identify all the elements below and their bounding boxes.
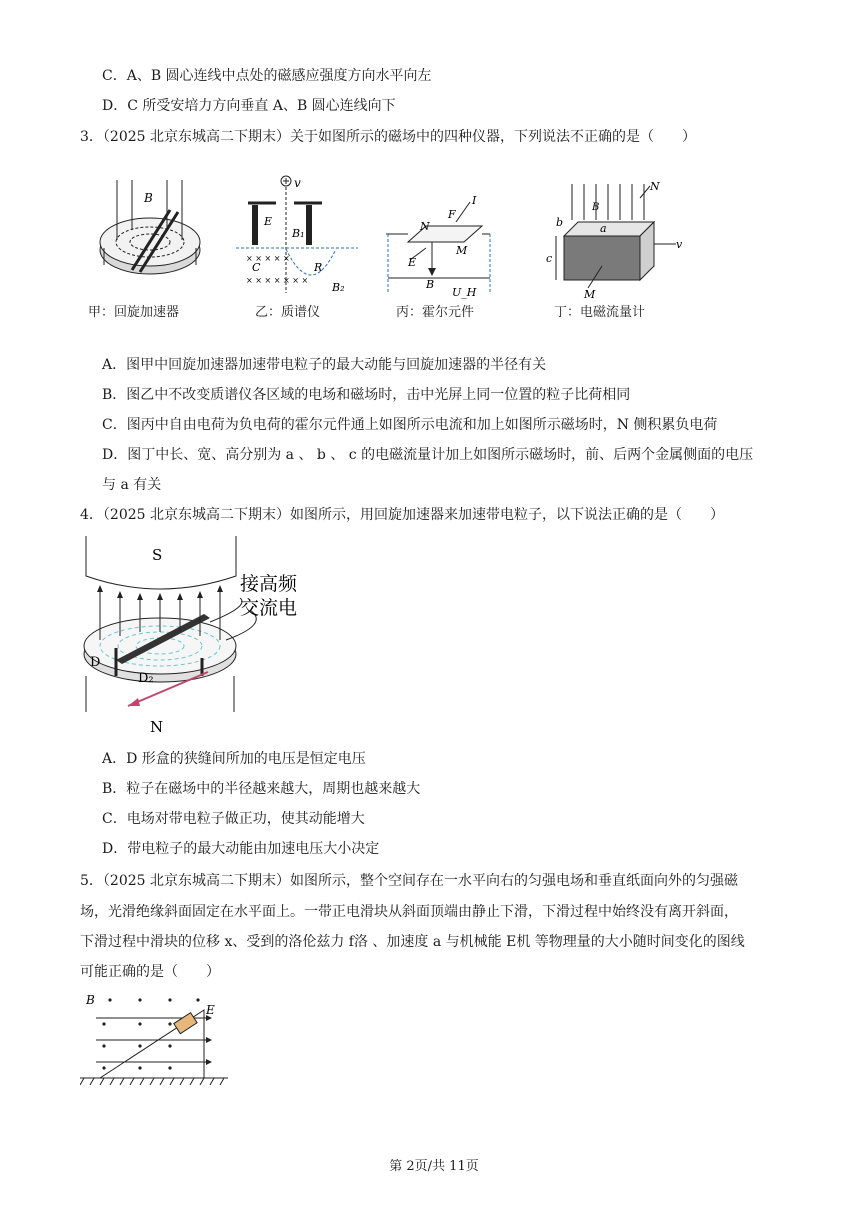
yi-label-v: v bbox=[294, 176, 301, 190]
q2-option-d: D．C 所受安培力方向垂直 A、B 圆心连线向下 bbox=[102, 98, 396, 114]
bing-label-f: F bbox=[448, 208, 456, 221]
q4-option-d: D．带电粒子的最大动能由加速电压大小决定 bbox=[102, 841, 380, 857]
q5-figure-incline bbox=[80, 990, 240, 1090]
q3-figure-yi bbox=[236, 173, 361, 298]
bing-label-e: E bbox=[408, 256, 417, 269]
q2-option-c: C．A、B 圆心连线中点处的磁感应强度方向水平向左 bbox=[102, 68, 432, 84]
q5-stem-line3: 下滑过程中滑块的位移 x、受到的洛伦兹力 f洛 、加速度 a 与机械能 E机 等物理量的大小随时间变化的图线 bbox=[80, 934, 745, 950]
q3-figure-jia bbox=[92, 180, 212, 295]
svg-text:× × × × × × ×: × × × × × × × bbox=[246, 276, 309, 285]
q3-option-b: B．图乙中不改变质谱仪各区域的电场和磁场时，击中光屏上同一位置的粒子比荷相同 bbox=[102, 387, 631, 403]
bing-label-b: B bbox=[426, 278, 435, 291]
caption-ding: 丁：电磁流量计 bbox=[554, 305, 646, 320]
ding-label-a: a bbox=[600, 222, 607, 235]
dee-d2-label: D₂ bbox=[138, 671, 154, 686]
ding-label-b-dim: b bbox=[556, 216, 564, 229]
q5-stem-line1: 5．（2025 北京东城高二下期末）如图所示，整个空间存在一水平向右的匀强电场和垂直纸面向外的匀强磁 bbox=[80, 873, 738, 889]
q4-stem: 4．（2025 北京东城高二下期末）如图所示，用回旋加速器来加速带电粒子，以下说法正确的是（ ） bbox=[80, 507, 724, 523]
pole-n-label: N bbox=[150, 718, 164, 736]
q4-option-c: C．电场对带电粒子做正功，使其动能增大 bbox=[102, 811, 365, 827]
hf-note-line1: 接高频 bbox=[240, 573, 298, 595]
yi-label-b2: B₂ bbox=[332, 281, 345, 294]
svg-text:× × × × ×: × × × × × bbox=[246, 254, 290, 263]
ding-label-m: M bbox=[584, 288, 596, 300]
q3-figure-ding bbox=[536, 180, 686, 300]
page-footer: 第 2页/共 11页 bbox=[389, 1159, 479, 1174]
jia-label-b: B bbox=[144, 191, 153, 205]
yi-label-r: R bbox=[314, 261, 323, 274]
q4-option-a: A．D 形盒的狭缝间所加的电压是恒定电压 bbox=[102, 751, 366, 767]
bing-label-i: I bbox=[472, 194, 477, 207]
ding-label-c: c bbox=[546, 252, 553, 265]
q4-figure-cyclotron bbox=[80, 536, 320, 736]
ding-label-b: B bbox=[592, 202, 600, 213]
ding-label-v: v bbox=[676, 238, 683, 251]
pole-s-label: S bbox=[152, 546, 163, 564]
yi-label-b1: B₁ bbox=[292, 227, 305, 240]
field-e-label: E bbox=[206, 1003, 215, 1017]
q5-stem-line4: 可能正确的是（ ） bbox=[80, 964, 220, 980]
bing-label-n: N bbox=[420, 220, 430, 233]
ding-label-n: N bbox=[650, 180, 660, 193]
q5-stem-line2: 场，光滑绝缘斜面固定在水平面上。一带正电滑块从斜面顶端由静止下滑，下滑过程中始终没有离开斜面， bbox=[80, 904, 738, 920]
q3-option-d-line2: 与 a 有关 bbox=[102, 477, 162, 493]
caption-yi: 乙：质谱仪 bbox=[255, 305, 321, 320]
q3-option-a: A．图甲中回旋加速器加速带电粒子的最大动能与回旋加速器的半径有关 bbox=[102, 357, 547, 373]
yi-label-e: E bbox=[264, 215, 273, 228]
yi-label-c: C bbox=[252, 261, 261, 274]
caption-jia: 甲：回旋加速器 bbox=[88, 305, 180, 320]
q3-figure-bing bbox=[386, 192, 496, 300]
caption-bing: 丙：霍尔元件 bbox=[396, 305, 475, 320]
q4-option-b: B．粒子在磁场中的半径越来越大，周期也越来越大 bbox=[102, 781, 421, 797]
q3-option-c: C．图丙中自由电荷为负电荷的霍尔元件通上如图所示电流和加上如图所示磁场时，N 侧积累负电荷 bbox=[102, 417, 718, 433]
hf-note-line2: 交流电 bbox=[240, 597, 298, 619]
bing-label-m: M bbox=[456, 244, 468, 257]
dee-d1-label: D bbox=[90, 655, 101, 670]
q3-option-d-line1: D．图丁中长、宽、高分别为 a 、 b 、 c 的电磁流量计加上如图所示磁场时，前、后两个金属侧面的电压 bbox=[102, 447, 754, 463]
field-b-label: B bbox=[86, 993, 95, 1007]
q3-stem: 3．（2025 北京东城高二下期末）关于如图所示的磁场中的四种仪器，下列说法不正确的是（ ） bbox=[80, 129, 696, 145]
bing-label-uh: U_H bbox=[452, 286, 477, 299]
